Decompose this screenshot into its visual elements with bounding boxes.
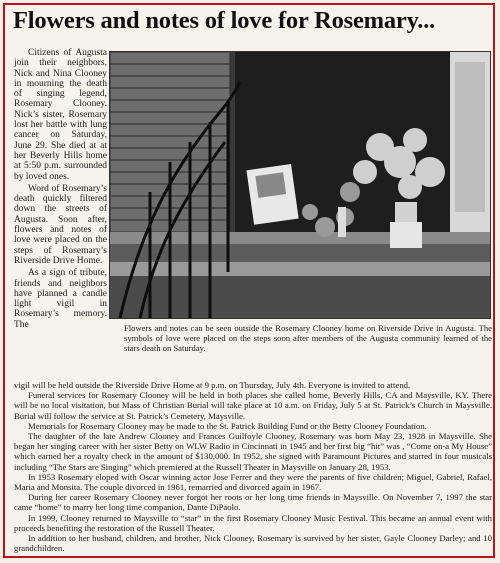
body-paragraph-8: In addition to her husband, children, and brother, Nick Clooney, Rosemary is survived by her sister, Gayle Clooney Darley; and 10 grandchildren. xyxy=(14,533,492,554)
headline: Flowers and notes of love for Rosemary... xyxy=(13,7,436,34)
left-column xyxy=(14,48,107,332)
body-paragraph-1: vigil will be held outside the Riverside Drive Home at 9 p.m. on Thursday, July 4th. Everyone is invited to attend. xyxy=(14,380,411,390)
body-paragraph-4: The daughter of the late Andrew Clooney and Frances Guilfoyle Clooney, Rosemary was born May 23, 1928 in Maysville. She began her singing career with her sister Betty on WLW Radio in Cincinnati in 1945 and her first big “hit” was , “Come on-a My House” which earned her a royalty check in the amount of $130,000. In 1952, she signed with Paramount Pictures and starred in four musicals including “The Stars are Singing” which premiered at the Russell Theater in Maysville on January 28, 1953. xyxy=(14,431,492,472)
memorial-photo-image xyxy=(110,52,490,318)
left-paragraph-3: As a sign of tribute, friends and neighbors have planned a candle light vigil in Rosemary’s memory. The xyxy=(14,268,107,330)
article-body xyxy=(14,380,492,553)
photo-caption: Flowers and notes can be seen outside the Rosemary Clooney home on Riverside Drive in Augusta. The symbols of love were placed on the steps soon after members of the Augusta community learned of the stars death on Saturday. xyxy=(124,323,492,354)
body-paragraph-2: Funeral services for Rosemary Clooney will be held in both places she called home, Beverly Hills, CA and Maysville, KY. There will be no local visitation, but Mass of Christian Burial will take place at 10 a.m. on Friday, July 5 at St. Patrick’s Church in Maysville. Burial will follow the service at St. Patrick’s Cemetery, Maysville. xyxy=(14,390,492,421)
left-paragraph-2: Word of Rosemary’s death quickly filtered down the streets of Augusta. Soon after, flowers and notes of love were placed on the steps of Rosemary’s Riverside Drive Home. xyxy=(14,183,107,266)
memorial-photo xyxy=(109,51,491,319)
body-paragraph-7: In 1999, Clooney returned to Maysville to “star” in the first Rosemary Clooney Music Festival. This became an annual event with proceeds benefiting the restoration of the Russell Theater. xyxy=(14,512,492,533)
body-paragraph-3: Memorials for Rosemary Clooney may be made to the St. Patrick Building Fund or the Betty Clooney Foundation. xyxy=(28,420,427,431)
left-paragraph-1: Citizens of Augusta join their neighbors, Nick and Nina Clooney in mourning the death of singing legend, Rosemary Clooney. Nick’s sister, Rosemary lost her battle with lung cancer on Saturday, June 29. She died at at her Beverly Hills home at 5:50 p.m. surrounded by loved ones. xyxy=(14,48,107,182)
newspaper-clipping xyxy=(3,3,495,558)
body-paragraph-5: In 1953 Rosemary eloped with Oscar winning actor Jose Ferrer and they were the parents of five children; Miguel, Gabriel, Rafael, Maria and Monsita. The couple divorced in 1961, remarried and divorced again in 1967. xyxy=(14,471,492,493)
body-paragraph-6: During her career Rosemary Clooney never forgot her roots or her long time friends in Maysville. On November 7, 1997 the star came “home” to marry her long time companion, Dante DiPaolo. xyxy=(14,492,492,513)
